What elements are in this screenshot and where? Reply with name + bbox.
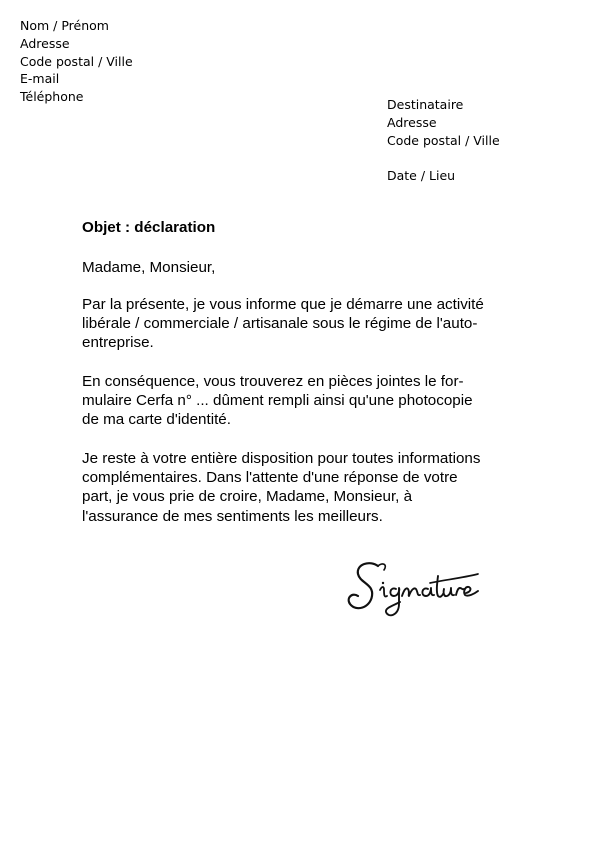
paragraph-3 <box>82 449 522 526</box>
paragraph-3-line-1: Je reste à votre entière disposition pour toutes informations <box>82 450 481 467</box>
paragraph-1 <box>82 295 522 353</box>
paragraph-1-line-1: Par la présente, je vous informe que je démarre une activité <box>82 296 484 313</box>
sender-block <box>20 17 133 106</box>
paragraph-3-line-4: l'assurance de mes sentiments les meilleurs. <box>82 507 383 525</box>
sender-email: E-mail <box>20 71 60 87</box>
recipient-block <box>387 96 500 150</box>
sender-name: Nom / Prénom <box>20 18 109 33</box>
paragraph-3-line-3: part, je vous prie de croire, Madame, Monsieur, à <box>82 488 413 506</box>
sender-address: Adresse <box>20 35 70 51</box>
recipient-postal-city: Code postal / Ville <box>387 133 500 148</box>
sender-phone: Téléphone <box>20 89 84 105</box>
paragraph-2-line-2: mulaire Cerfa n° ... dûment rempli ainsi qu'une photocopie <box>82 392 473 410</box>
paragraph-3-line-2: complémentaires. Dans l'attente d'une réponse de votre <box>82 469 458 487</box>
letter-salutation: Madame, Monsieur, <box>82 259 216 276</box>
letter-subject: Objet : déclaration <box>82 219 216 236</box>
handwritten-signature <box>344 556 494 626</box>
paragraph-1-line-2: libérale / commerciale / artisanale sous le régime de l'auto- <box>82 315 478 333</box>
paragraph-2 <box>82 372 522 430</box>
paragraph-2-line-1: En conséquence, vous trouverez en pièces jointes le for- <box>82 373 464 390</box>
date-place: Date / Lieu <box>387 168 456 183</box>
paragraph-1-line-3: entreprise. <box>82 334 154 352</box>
paragraph-2-line-3: de ma carte d'identité. <box>82 411 231 429</box>
sender-postal-city: Code postal / Ville <box>20 53 133 69</box>
recipient-name: Destinataire <box>387 97 464 112</box>
recipient-address: Adresse <box>387 115 437 130</box>
